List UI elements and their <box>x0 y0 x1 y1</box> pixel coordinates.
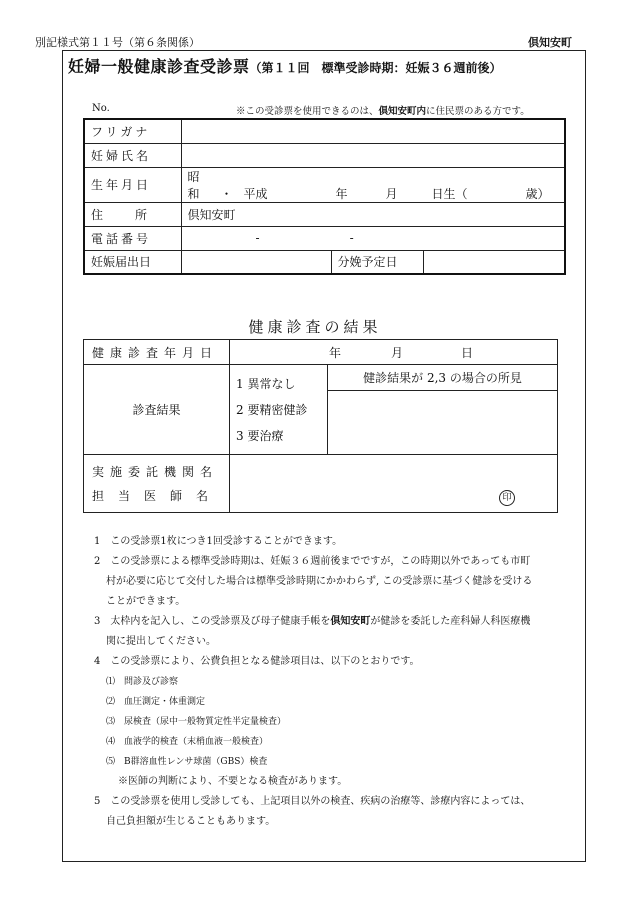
address-field[interactable]: 倶知安町 <box>181 202 565 226</box>
note-1: 1 この受診票1枚につき1回受診することができます。 <box>94 536 343 547</box>
result-label: 診査結果 <box>84 365 230 455</box>
form-number: 別記様式第１１号（第６条関係） <box>35 36 200 49</box>
title-sub: （第１１回 標準受診時期：妊娠３６週前後） <box>249 61 502 75</box>
furigana-field[interactable] <box>181 119 565 143</box>
exam-date-label: 健康診査年月日 <box>84 340 230 365</box>
note-5a: 5 この受診票を使用し受診しても、上記項目以外の検査、疾病の治療等、診療内容によっては、 <box>94 796 531 807</box>
exam-year-unit: 年 <box>329 345 342 360</box>
option-normal[interactable]: 1 異常なし <box>236 376 296 391</box>
phone-field[interactable] <box>181 226 565 250</box>
due-date-field[interactable] <box>423 250 565 274</box>
note-3a-town: 倶知安町 <box>330 616 371 627</box>
notice-post: に住民票のある方です。 <box>426 106 530 117</box>
institution-label-2: 担当医師名 <box>92 488 223 503</box>
phone-label: 電話番号 <box>84 226 181 250</box>
phone-sep-2: - <box>349 231 354 245</box>
results-table <box>83 339 558 513</box>
note-3b: 関に提出してください。 <box>106 636 216 647</box>
name-label: 妊婦氏名 <box>84 143 181 167</box>
findings-header: 健診結果が 2,3 の場合の所見 <box>328 365 558 391</box>
era-heisei: 平成 <box>243 186 268 201</box>
form-title <box>68 54 502 77</box>
address-label: 住 所 <box>84 202 181 226</box>
item-3: ⑶ 尿検査（尿中一般物質定性半定量検査） <box>106 717 287 727</box>
furigana-label: フリガナ <box>84 119 181 143</box>
result-row-1 <box>84 365 558 391</box>
item-5: ⑸ B群溶血性レンサ球菌（GBS）検査 <box>106 757 268 767</box>
exam-day-unit: 日 <box>461 345 474 360</box>
institution-field[interactable] <box>230 455 558 513</box>
age-unit: 歳） <box>525 186 550 201</box>
seal-icon: 印 <box>499 490 515 506</box>
note-2b: 村が必要に応じて交付した場合は標準受診時期にかかわらず, この受診票に基づく健診を受ける <box>106 576 533 587</box>
eligibility-notice <box>236 103 530 117</box>
item-2: ⑵ 血圧測定・体重測定 <box>106 697 206 707</box>
birth-day-unit: 日生（ <box>431 186 468 201</box>
number-label: No. <box>92 103 110 114</box>
pregnancy-report-label: 妊娠届出日 <box>84 250 181 274</box>
phone-row <box>84 226 565 250</box>
results-section-title: 健康診査の結果 <box>248 318 382 336</box>
note-2c: ことができます。 <box>106 596 186 607</box>
institution-label-1: 実施委託機関名 <box>92 464 219 479</box>
note-5b: 自己負担額が生じることもあります。 <box>106 816 276 827</box>
note-3a-post: が健診を委託した産科婦人科医療機 <box>370 616 531 627</box>
name-field[interactable] <box>181 143 565 167</box>
birth-month-unit: 月 <box>385 186 398 201</box>
era-showa: 昭和 <box>187 169 200 201</box>
note-2a: 2 この受診票による標準受診時期は、妊娠３６週前後までですが，この時期以外であっても市町 <box>94 556 531 567</box>
exam-date-row <box>84 340 558 365</box>
note-3a <box>94 612 584 632</box>
item-1: ⑴ 問診及び診察 <box>106 677 179 687</box>
name-row <box>84 143 565 167</box>
birthdate-field[interactable] <box>181 167 565 202</box>
exam-month-unit: 月 <box>391 345 404 360</box>
institution-label <box>84 455 230 513</box>
note-4: 4 この受診票により、公費負担となる健診項目は、以下のとおりです。 <box>94 656 420 667</box>
pregnancy-report-field[interactable] <box>181 250 331 274</box>
personal-info-table <box>83 118 566 275</box>
option-treatment[interactable]: 3 要治療 <box>236 428 284 443</box>
notes-list <box>94 532 584 832</box>
municipality-name: 倶知安町 <box>528 36 572 49</box>
phone-sep-1: - <box>255 231 260 245</box>
birthdate-row <box>84 167 565 202</box>
due-date-label: 分娩予定日 <box>331 250 423 274</box>
institution-row <box>84 455 558 513</box>
furigana-row <box>84 119 565 143</box>
option-detailed[interactable]: 2 要精密健診 <box>236 402 308 417</box>
doctor-note: ※医師の判断により、不要となる検査があります。 <box>118 776 348 787</box>
item-4: ⑷ 血液学的検査（末梢血液一般検査） <box>106 737 269 747</box>
note-3a-pre: 3 太枠内を記入し、この受診票及び母子健康手帳を <box>94 616 331 627</box>
birth-year-unit: 年 <box>335 186 348 201</box>
birthdate-label: 生年月日 <box>84 167 181 202</box>
notice-pre: ※この受診票を使用できるのは、 <box>236 106 379 117</box>
dates-row <box>84 250 565 274</box>
era-dot: ・ <box>220 186 233 201</box>
notice-town: 倶知安町内 <box>378 106 427 117</box>
findings-field[interactable] <box>328 391 558 455</box>
result-options[interactable] <box>230 365 328 455</box>
title-main: 妊婦一般健康診査受診票 <box>68 57 250 76</box>
exam-date-field[interactable] <box>230 340 558 365</box>
address-row <box>84 202 565 226</box>
